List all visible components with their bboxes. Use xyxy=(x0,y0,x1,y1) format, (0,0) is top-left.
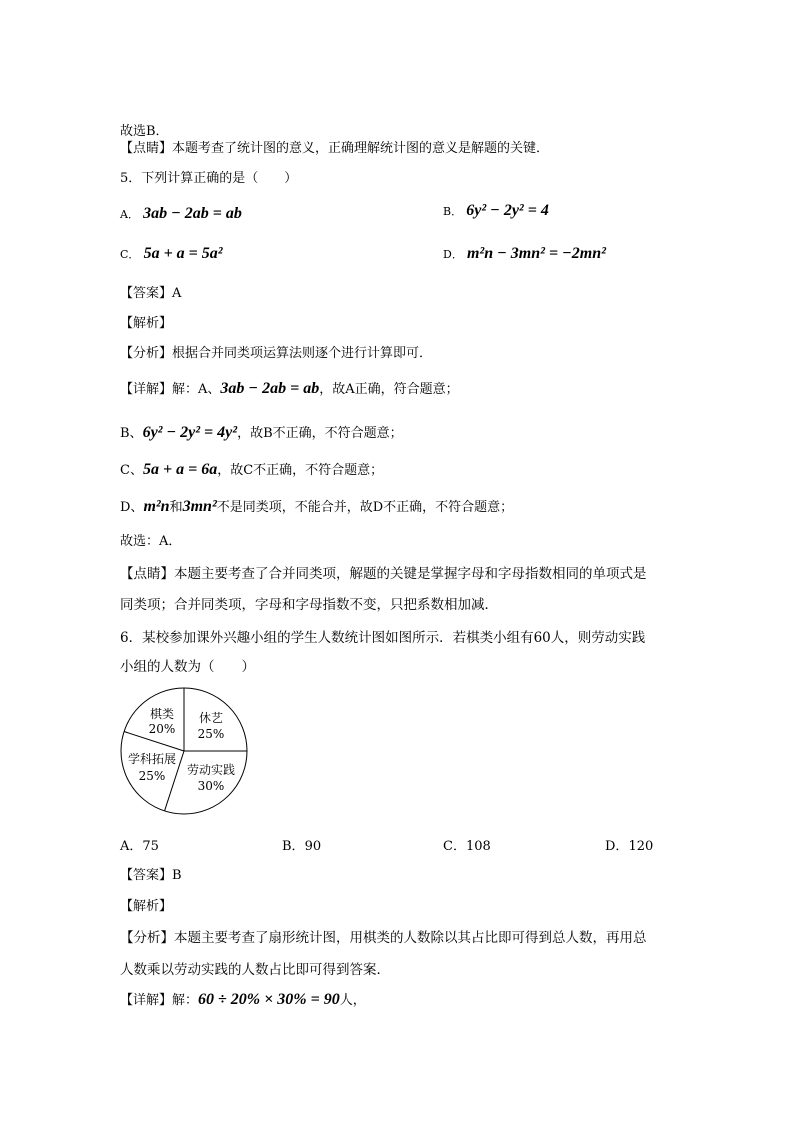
q5-choose: 故选：A． xyxy=(120,534,182,549)
pct-xueke: 25% xyxy=(138,769,166,783)
q5-comment-2: 同类项；合并同类项，字母和字母指数不变，只把系数相加减． xyxy=(120,597,498,613)
prev-answer: 故选B． xyxy=(120,124,169,139)
q6-option-a: A．75 xyxy=(120,839,159,854)
q6-option-c: C．108 xyxy=(443,839,491,854)
q5-analysis: 【分析】根据合并同类项运算法则逐个进行计算即可． xyxy=(120,346,433,361)
q6-analysis-1: 【分析】本题主要考查了扇形统计图，用棋类的人数除以其占比即可得到总人数，再用总 xyxy=(120,930,647,946)
q5-analysis-head: 【解析】 xyxy=(120,316,173,331)
q5-comment-1: 【点睛】本题主要考查了合并同类项，解题的关键是掌握字母和字母指数相同的单项式是 xyxy=(120,566,647,582)
label-xueke: 学科拓展 xyxy=(127,752,177,766)
q5-option-a: A． 3ab − 2ab = ab xyxy=(120,205,242,222)
q6-option-b: B．90 xyxy=(282,839,322,854)
pct-laodong: 30% xyxy=(197,779,225,793)
q6-analysis-head: 【解析】 xyxy=(120,899,173,914)
q6-option-d: D．120 xyxy=(605,839,654,854)
q5-stem: 5．下列计算正确的是（ ） xyxy=(120,171,298,186)
q6-answer: 【答案】B xyxy=(120,868,182,883)
label-qilei: 棋类 xyxy=(149,707,175,721)
label-xiuyi: 休艺 xyxy=(198,711,224,725)
pie-chart xyxy=(110,680,270,825)
q5-detail-c: C、5a + a = 6a，故C不正确，不符合题意； xyxy=(120,461,384,478)
q5-detail-a: 【详解】解：A、3ab − 2ab = ab，故A正确，符合题意； xyxy=(120,380,459,397)
q5-option-b: B． 6y² − 2y² = 4 xyxy=(443,202,549,219)
label-laodong: 劳动实践 xyxy=(186,763,236,777)
q5-option-d: D． m²n − 3mn² = −2mn² xyxy=(443,245,606,262)
prev-comment: 【点睛】本题考查了统计图的意义，正确理解统计图的意义是解题的关键． xyxy=(120,141,550,156)
q6-detail: 【详解】解：60 ÷ 20% × 30% = 90人， xyxy=(120,991,366,1008)
q5-answer: 【答案】A xyxy=(120,286,182,301)
q6-stem-1: 6．某校参加课外兴趣小组的学生人数统计图如图所示．若棋类小组有60人，则劳动实践 xyxy=(120,630,646,646)
q5-option-c: C． 5a + a = 5a² xyxy=(120,245,223,262)
q5-detail-d: D、m²n和3mn²不是同类项，不能合并，故D不正确，不符合题意； xyxy=(120,498,514,515)
q6-analysis-2: 人数乘以劳动实践的人数占比即可得到答案． xyxy=(120,962,390,978)
q6-stem-2: 小组的人数为（ ） xyxy=(120,659,255,675)
q5-detail-b: B、6y² − 2y² = 4y²，故B不正确，不符合题意； xyxy=(120,424,403,441)
pct-qilei: 20% xyxy=(148,722,176,736)
pct-xiuyi: 25% xyxy=(197,727,225,741)
